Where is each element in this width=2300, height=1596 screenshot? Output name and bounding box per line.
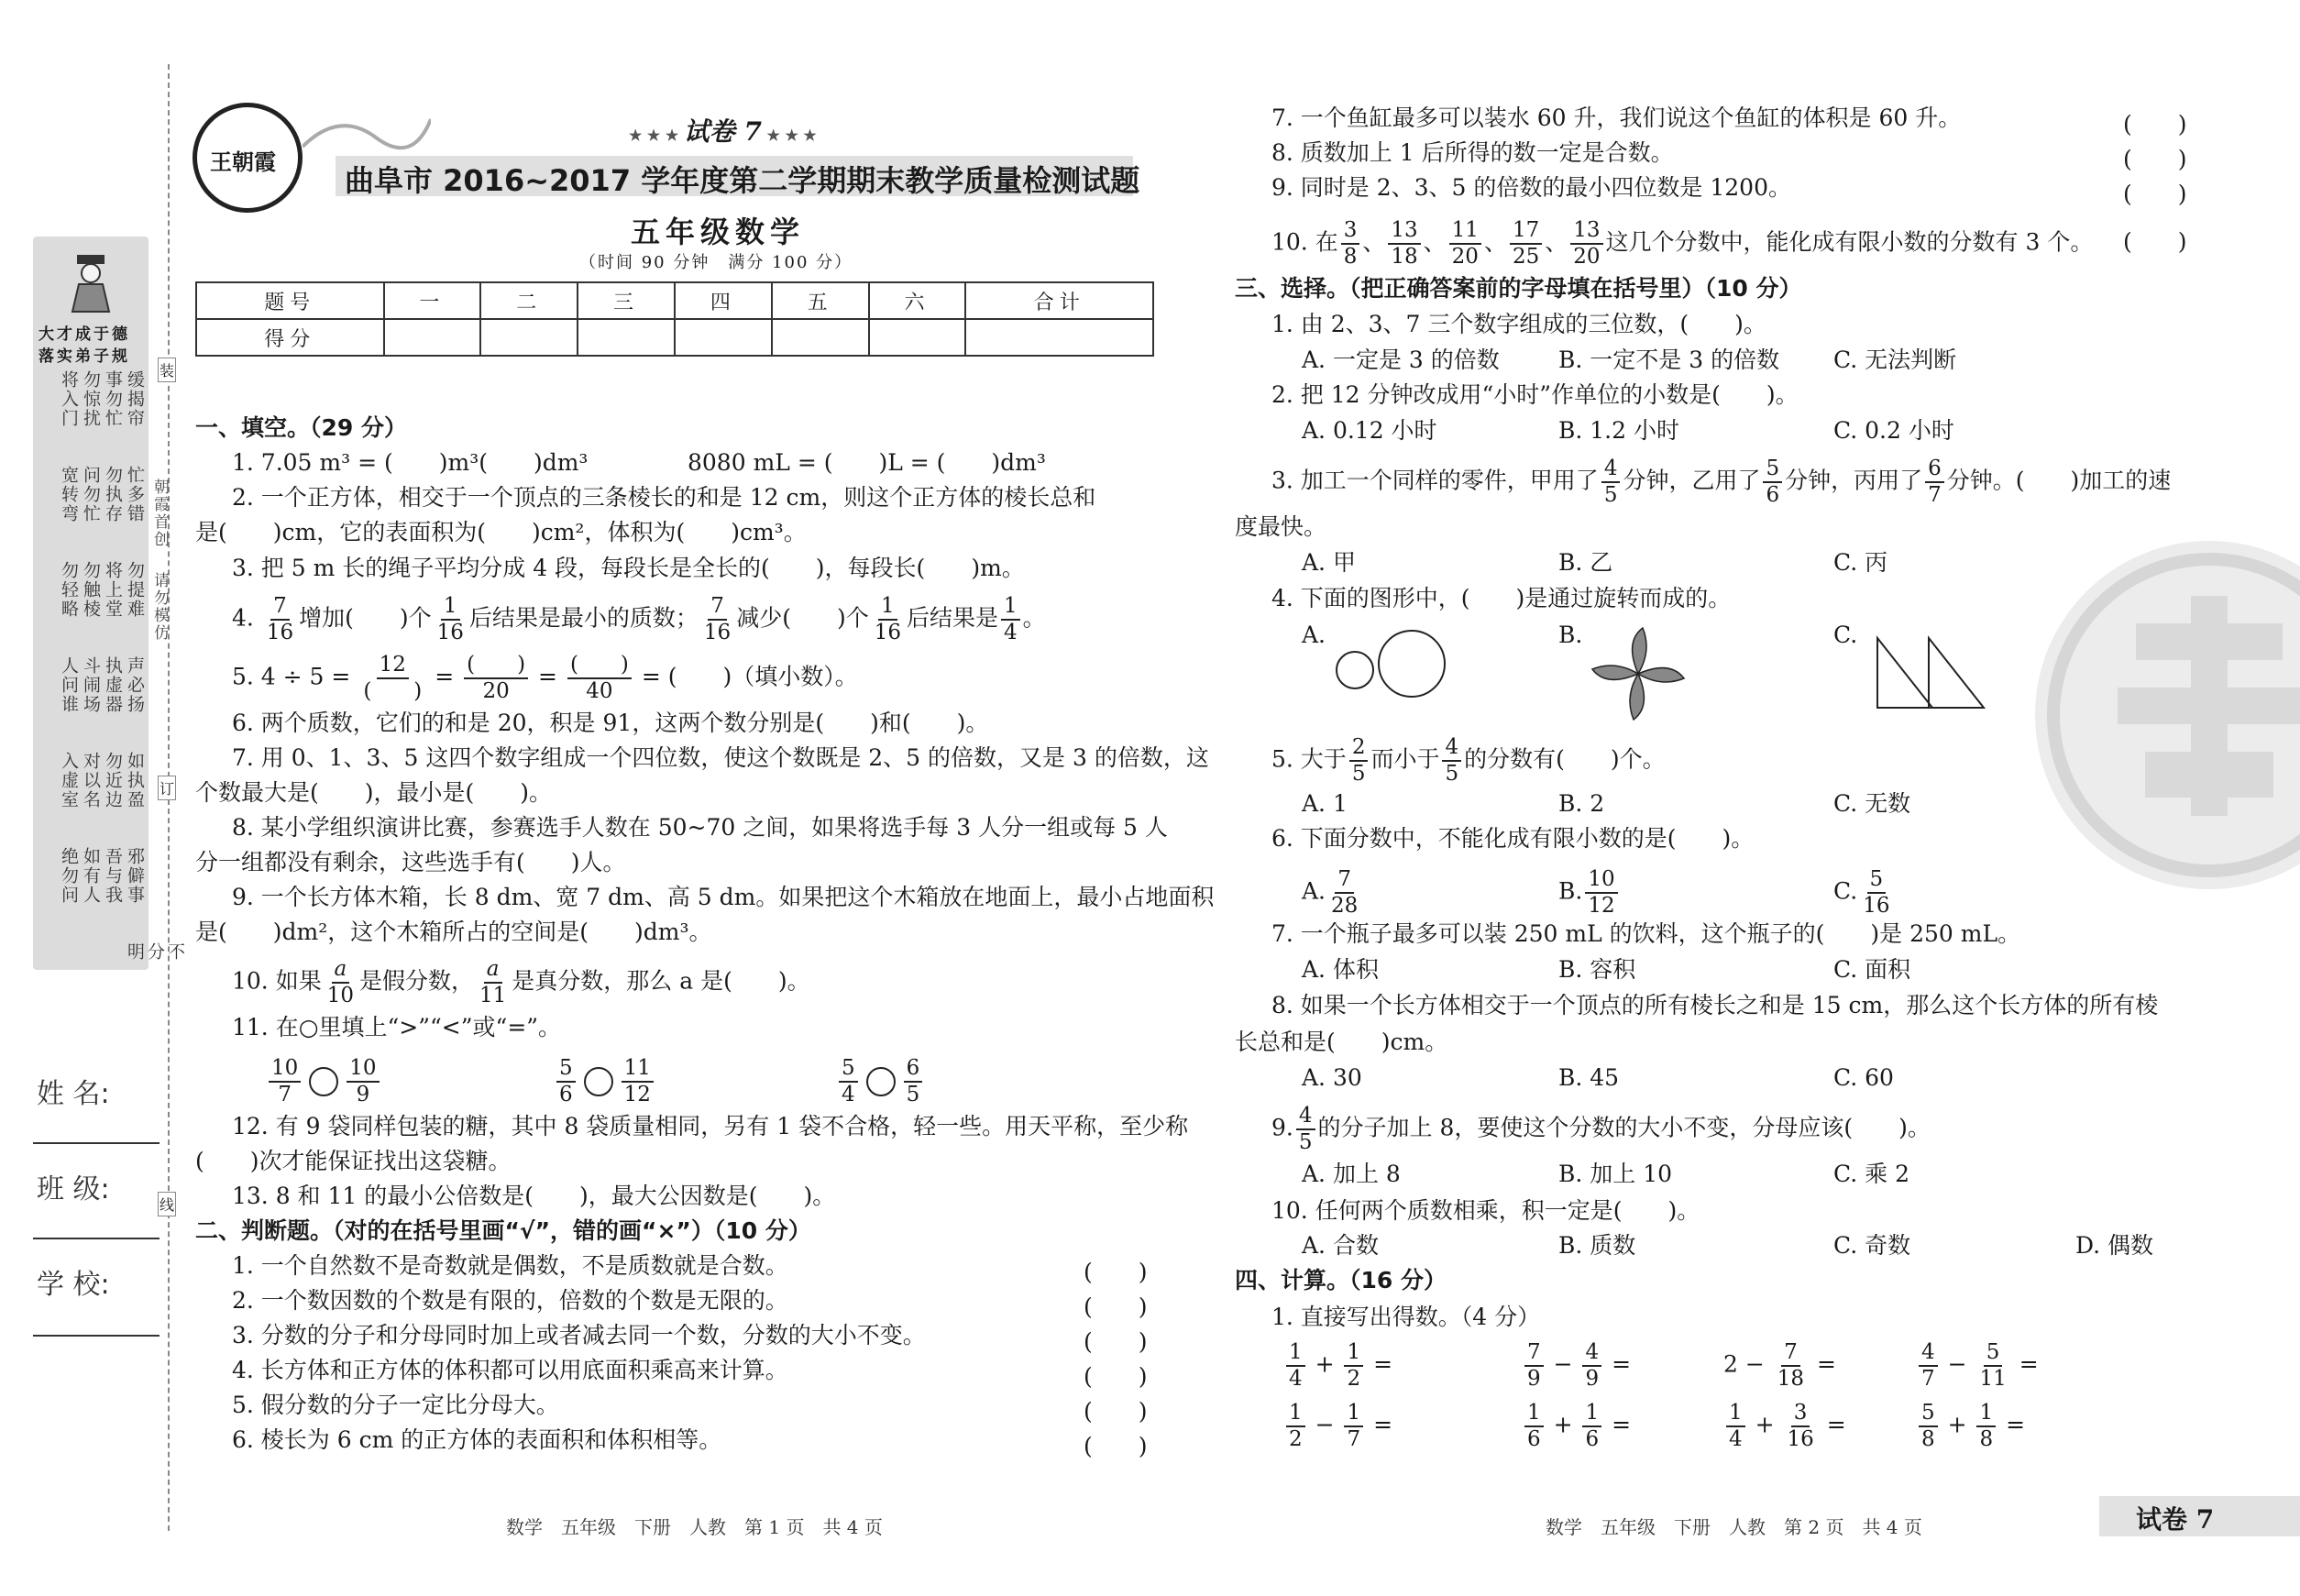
judgement-item: 9. 同时是 2、3、5 的倍数的最小四位数是 1200。 xyxy=(1271,174,1791,201)
q10-fraction-1: $\frac{a}{10}$ xyxy=(326,957,354,1007)
judgement-answer-paren[interactable]: ( ) xyxy=(1084,1328,1148,1355)
q11-compare-1 xyxy=(266,1056,382,1107)
motto-column: 事勿忙 xyxy=(103,370,123,428)
motto-column: 忙多错 xyxy=(125,466,145,523)
motto-column: 执虚器 xyxy=(103,656,123,714)
name-label: 姓 名: xyxy=(37,1078,110,1110)
q4-fraction-2: $\frac{1}{16}$ xyxy=(436,594,464,644)
choice-q3-c[interactable]: C. 丙 xyxy=(1833,549,1888,576)
q5-fraction-1: $\frac{12}{( )}$ xyxy=(363,653,423,703)
fraction-numerator: 1 xyxy=(1344,1401,1363,1427)
judgement-item: 6. 棱长为 6 cm 的正方体的表面积和体积相等。 xyxy=(232,1426,722,1453)
choice-q8-line-1: 8. 如果一个长方体相交于一个顶点的所有棱长之和是 15 cm，那么这个长方体的所有棱 xyxy=(1271,992,2159,1018)
exam-number xyxy=(629,112,817,149)
q7-line-2: 个数最大是( )，最小是( )。 xyxy=(195,779,553,806)
choice-q4-c[interactable]: C. xyxy=(1833,622,1858,648)
calc-fraction xyxy=(1286,1340,1305,1392)
choice-q5-fraction-2: $\frac{4}{5}$ xyxy=(1442,735,1461,787)
motto-column: 勿近边 xyxy=(103,752,123,809)
judge-fraction xyxy=(1570,218,1602,270)
triangles-figure-icon xyxy=(1874,629,1993,717)
q11-fraction: $\frac{6}{5}$ xyxy=(904,1056,923,1107)
exam-title: 曲阜市 2016~2017 学年度第二学期期末教学质量检测试题 xyxy=(345,163,1140,198)
calc-expression xyxy=(1723,1340,1836,1392)
choice-q3-line-2: 度最快。 xyxy=(1235,513,1327,540)
name-field[interactable] xyxy=(33,1142,160,1144)
motto-column: 绝勿问 xyxy=(59,847,79,905)
calc-operator: − xyxy=(1546,1350,1580,1378)
choice-q1: 1. 由 2、3、7 三个数字组成的三位数，( )。 xyxy=(1271,311,1766,337)
time-note: （时间 90 分钟 满分 100 分） xyxy=(579,253,853,272)
cut-mark-2: 订 xyxy=(158,776,176,800)
judge-answer-paren[interactable]: ( ) xyxy=(2123,228,2187,255)
motto-column: 吾与我 xyxy=(103,847,123,905)
calc-expression xyxy=(1723,1401,1846,1452)
fraction-numerator: 1 xyxy=(1726,1401,1745,1427)
score-input-cell[interactable] xyxy=(772,319,869,356)
choice-q10-a[interactable]: A. 合数 xyxy=(1302,1232,1379,1259)
q11-fraction: $\frac{10}{7}$ xyxy=(269,1056,301,1107)
choice-q4-a[interactable]: A. xyxy=(1302,622,1326,648)
q4-fraction-4: $\frac{1}{16}$ xyxy=(874,594,901,644)
calc-fraction xyxy=(1784,1401,1816,1452)
motto-column: 问勿忙 xyxy=(81,466,101,523)
q5: 5. 4 ÷ 5 = $\frac{12}{( )}$ = $\frac{( )}{20}$ = $\frac{( )}{40}$ = ( )（填小数）。 xyxy=(232,653,858,703)
logo-text: 王朝霞 xyxy=(210,149,276,175)
side-note-1: 朝霞首创 xyxy=(150,479,169,548)
judgement-item: 7. 一个鱼缸最多可以装水 60 升，我们说这个鱼缸的体积是 60 升。 xyxy=(1271,105,1962,131)
fraction-numerator: 13 xyxy=(1388,218,1420,245)
choice-q7-c[interactable]: C. 面积 xyxy=(1833,956,1911,983)
footer-right: 数学 五年级 下册 人教 第 2 页 共 4 页 xyxy=(1546,1516,1922,1538)
calc-expression xyxy=(1522,1401,1631,1452)
compare-circle[interactable] xyxy=(584,1067,613,1096)
calc-equals: = xyxy=(1366,1411,1393,1438)
fraction-denominator: 8 xyxy=(1979,1427,1994,1451)
motto-column: 勿惊扰 xyxy=(81,370,101,428)
section-3-heading: 三、选择。（把正确答案前的字母填在括号里）（10 分） xyxy=(1235,275,1802,302)
calc-fraction xyxy=(1976,1401,1996,1452)
calc-operator: − xyxy=(1307,1411,1342,1438)
q10-fraction-2: $\frac{a}{11}$ xyxy=(479,957,507,1007)
fraction-denominator: 7 xyxy=(1921,1367,1935,1391)
score-input-cell[interactable] xyxy=(578,319,675,356)
score-input-cell[interactable] xyxy=(384,319,481,356)
judgement-answer-paren[interactable]: ( ) xyxy=(1084,1433,1148,1459)
school-label: 学 校: xyxy=(37,1269,110,1301)
calc-lead: 2 − xyxy=(1723,1350,1772,1378)
fraction-denominator: 6 xyxy=(1527,1427,1541,1451)
motto-column: 人问谁 xyxy=(59,656,79,714)
choice-q8-c[interactable]: C. 60 xyxy=(1833,1064,1894,1091)
fraction-denominator: 20 xyxy=(1451,245,1479,269)
exam-number-text: 试卷 7 xyxy=(683,116,762,147)
judge-q10: 10. 在 $\frac{3}{8}$ 、 $\frac{13}{18}$ 、 $\frac{11}{20}$ 、 $\frac{17}{25}$ 、 $\frac{13}{20}$ 这几个分数中，能化成有限小数的分数有 3 个。 xyxy=(1271,218,2094,269)
choice-q2-a[interactable]: A. 0.12 小时 xyxy=(1302,417,1437,444)
calc-fraction xyxy=(1524,1401,1544,1452)
compare-circle[interactable] xyxy=(866,1067,896,1096)
judge-fraction xyxy=(1449,218,1481,270)
choice-q3-b[interactable]: B. 乙 xyxy=(1558,549,1613,576)
calc-equals: = xyxy=(1604,1411,1632,1438)
calc-operator: + xyxy=(1546,1411,1580,1438)
judgement-item: 8. 质数加上 1 后所得的数一定是合数。 xyxy=(1271,139,1674,166)
calc-expression xyxy=(1522,1340,1631,1392)
pinwheel-figure-icon xyxy=(1588,623,1689,730)
fraction-denominator: 4 xyxy=(1729,1427,1743,1451)
q2-line-1: 2. 一个正方体，相交于一个顶点的三条棱长的和是 12 cm，则这个正方体的棱长总和 xyxy=(232,484,1096,511)
choice-q9-c[interactable]: C. 乘 2 xyxy=(1833,1161,1909,1187)
calc-fraction xyxy=(1726,1401,1745,1452)
calc-fraction xyxy=(1344,1340,1363,1392)
choice-q1-c[interactable]: C. 无法判断 xyxy=(1833,347,1957,373)
choice-q9-fraction: $\frac{4}{5}$ xyxy=(1296,1104,1315,1155)
q13: 13. 8 和 11 的最小公倍数是( )，最大公因数是( )。 xyxy=(232,1183,836,1209)
judgement-item: 2. 一个数因数的个数是有限的，倍数的个数是无限的。 xyxy=(232,1287,788,1314)
footer-left: 数学 五年级 下册 人教 第 1 页 共 4 页 xyxy=(506,1516,883,1538)
section-4-heading: 四、计算。（16 分） xyxy=(1235,1267,1447,1293)
secret-stamp-watermark xyxy=(2035,541,2300,889)
motto-column: 声必扬 xyxy=(125,656,145,714)
judgement-answer-paren[interactable]: ( ) xyxy=(2123,146,2187,172)
motto-column: 入虚室 xyxy=(59,752,79,809)
choice-q10: 10. 任何两个质数相乘，积一定是( )。 xyxy=(1271,1197,1700,1224)
score-header-cell: 三 xyxy=(578,282,675,319)
q3: 3. 把 5 m 长的绳子平均分成 4 段，每段长是全长的( )，每段长( )m。 xyxy=(232,555,1025,581)
fraction-numerator: 7 xyxy=(1781,1340,1800,1367)
separator: 、 xyxy=(1423,228,1447,256)
q6: 6. 两个质数，它们的和是 20，积是 91，这两个数分别是( )和( )。 xyxy=(232,710,989,736)
fraction-denominator: 18 xyxy=(1777,1367,1805,1391)
q4-fraction-1: $\frac{7}{16}$ xyxy=(266,594,294,644)
choice-q10-c[interactable]: C. 奇数 xyxy=(1833,1232,1911,1259)
calc-expression xyxy=(1283,1401,1392,1452)
calc-operator: + xyxy=(1307,1350,1342,1378)
q11-fraction: $\frac{10}{9}$ xyxy=(347,1056,379,1107)
q8-line-2: 分一组都没有剩余，这些选手有( )人。 xyxy=(195,849,626,875)
choice-q8-line-2: 长总和是( )cm。 xyxy=(1235,1029,1448,1055)
choice-q5-fraction-1: $\frac{2}{5}$ xyxy=(1349,735,1369,787)
fraction-numerator: 3 xyxy=(1341,218,1360,245)
q11-compare-2 xyxy=(554,1056,656,1107)
calc-equals: = xyxy=(1819,1411,1846,1438)
motto-column: 不分明 xyxy=(125,942,185,962)
calc-fraction xyxy=(1582,1401,1601,1452)
choice-q1-b[interactable]: B. 一定不是 3 的倍数 xyxy=(1558,347,1780,373)
motto-line-1: 大才成于德 xyxy=(39,325,130,344)
choice-q8-a[interactable]: A. 30 xyxy=(1302,1064,1362,1091)
score-header-cell: 六 xyxy=(869,282,966,319)
choice-q3-fraction-1: $\frac{4}{5}$ xyxy=(1601,457,1621,508)
fraction-denominator: 4 xyxy=(1289,1367,1303,1391)
fraction-denominator: 9 xyxy=(1527,1367,1541,1391)
score-header-cell: 二 xyxy=(480,282,578,319)
choice-q6-b[interactable]: B. $\frac{10}{12}$ xyxy=(1558,867,1621,919)
q11-fraction: $\frac{11}{12}$ xyxy=(622,1056,654,1107)
star-decoration-right: ★ ★ ★ xyxy=(761,127,817,144)
fraction-denominator: 8 xyxy=(1921,1427,1935,1451)
choice-q3-fraction-3: $\frac{6}{7}$ xyxy=(1925,457,1944,508)
choice-q4-b[interactable]: B. xyxy=(1558,622,1583,648)
calc-operator: − xyxy=(1940,1350,1975,1378)
score-header-cell: 四 xyxy=(675,282,772,319)
fraction-numerator: 1 xyxy=(1286,1340,1305,1367)
school-field[interactable] xyxy=(33,1335,160,1337)
calc-operator: + xyxy=(1940,1411,1975,1438)
judge-fraction xyxy=(1341,218,1360,270)
q1-part-a: 1. 7.05 m³ = ( )m³( )dm³ xyxy=(232,449,589,476)
calc-operator: + xyxy=(1747,1411,1782,1438)
cut-mark-3: 线 xyxy=(158,1192,176,1216)
choice-q9: 9. $\frac{4}{5}$ 的分子加上 8，要使这个分数的大小不变，分母应该( )。 xyxy=(1271,1104,1931,1154)
judgement-answer-paren[interactable]: ( ) xyxy=(2123,111,2187,138)
calc-fraction xyxy=(1919,1340,1938,1392)
q11: 11. 在○里填上“>”“<”或“=”。 xyxy=(232,1014,562,1040)
q9-line-2: 是( )dm²，这个木箱所占的空间是( )dm³。 xyxy=(195,919,712,945)
choice-q4: 4. 下面的图形中，( )是通过旋转而成的。 xyxy=(1271,585,1732,611)
choice-q7: 7. 一个瓶子最多可以装 250 mL 的饮料，这个瓶子的( )是 250 mL。 xyxy=(1271,920,2021,947)
choice-q9-a[interactable]: A. 加上 8 xyxy=(1302,1161,1401,1187)
fraction-numerator: 7 xyxy=(1524,1340,1544,1367)
side-note-2: 请勿模仿 xyxy=(150,572,169,642)
separator: 、 xyxy=(1545,228,1568,256)
q11-fraction: $\frac{5}{4}$ xyxy=(839,1056,858,1107)
fraction-denominator: 8 xyxy=(1343,245,1358,269)
judgement-answer-paren[interactable]: ( ) xyxy=(2123,181,2187,207)
judgement-item: 5. 假分数的分子一定比分母大。 xyxy=(232,1392,559,1418)
choice-q3: 3. 加工一个同样的零件，甲用了 $\frac{4}{5}$ 分钟，乙用了 $\frac{5}{6}$ 分钟，丙用了 $\frac{6}{7}$ 分钟。( )加工的速 xyxy=(1271,457,2172,507)
choice-q6: 6. 下面分数中，不能化成有限小数的是( )。 xyxy=(1271,825,1755,852)
q5-fraction-3: $\frac{( )}{40}$ xyxy=(567,653,632,704)
calc-equals: = xyxy=(2011,1350,2039,1378)
motto-column: 将上堂 xyxy=(103,561,123,619)
score-table xyxy=(195,281,1154,357)
separator: 、 xyxy=(1483,228,1507,256)
fraction-numerator: 1 xyxy=(1344,1340,1363,1367)
score-header-cell: 一 xyxy=(384,282,481,319)
choice-q6-c[interactable]: C. $\frac{5}{16}$ xyxy=(1833,867,1895,919)
judgement-answer-paren[interactable]: ( ) xyxy=(1084,1259,1148,1285)
q10: 10. 如果 $\frac{a}{10}$ 是假分数， $\frac{a}{11}$ 是真分数，那么 a 是( )。 xyxy=(232,957,810,1007)
choice-q5-a[interactable]: A. 1 xyxy=(1302,790,1348,817)
score-input-cell[interactable] xyxy=(675,319,772,356)
fraction-numerator: 1 xyxy=(1286,1401,1305,1427)
score-header-cell: 合计 xyxy=(965,282,1153,319)
calc-expression xyxy=(1916,1401,2025,1452)
calc-fraction xyxy=(1582,1340,1601,1392)
motto-column: 如有人 xyxy=(81,847,101,905)
q4-fraction-3: $\frac{7}{16}$ xyxy=(703,594,732,644)
fraction-numerator: 4 xyxy=(1919,1340,1938,1367)
separator: 、 xyxy=(1362,228,1386,256)
q4: 4. $\frac{7}{16}$ 增加( )个 $\frac{1}{16}$ 后结果是最小的质数； $\frac{7}{16}$ 减少( )个 $\frac{1}{16}$ 后结果是 $\frac{1}{4}$ 。 xyxy=(232,594,1046,644)
choice-q5: 5. 大于 $\frac{2}{5}$ 而小于 $\frac{4}{5}$ 的分数有( )个。 xyxy=(1271,735,1666,786)
q5-fraction-2: $\frac{( )}{20}$ xyxy=(464,653,528,704)
choice-q5-c[interactable]: C. 无数 xyxy=(1833,790,1911,817)
motto-line-2: 落实弟子规 xyxy=(39,347,130,366)
subject-title: 五年级数学 xyxy=(631,215,806,249)
scholar-illustration xyxy=(59,249,123,314)
choice-q9-b[interactable]: B. 加上 10 xyxy=(1558,1161,1673,1187)
score-input-cell[interactable] xyxy=(965,319,1153,356)
score-header-cell: 五 xyxy=(772,282,869,319)
judgement-item: 4. 长方体和正方体的体积都可以用底面积乘高来计算。 xyxy=(232,1357,788,1383)
fraction-numerator: 11 xyxy=(1449,218,1481,245)
q11-compare-3 xyxy=(836,1056,925,1107)
q11-fraction: $\frac{5}{6}$ xyxy=(556,1056,576,1107)
calc-subheading: 1. 直接写出得数。（4 分） xyxy=(1271,1304,1541,1330)
fraction-denominator: 18 xyxy=(1391,245,1418,269)
choice-q6-c-fraction: $\frac{5}{16}$ xyxy=(1863,867,1890,918)
motto-column: 如执盈 xyxy=(125,752,145,809)
calc-fraction xyxy=(1344,1401,1363,1452)
motto-column: 将入门 xyxy=(59,370,79,428)
brand-logo xyxy=(193,103,303,213)
choice-q8-b[interactable]: B. 45 xyxy=(1558,1064,1620,1091)
calc-fraction xyxy=(1976,1340,2008,1392)
fraction-denominator: 7 xyxy=(1347,1427,1361,1451)
cut-mark-1: 装 xyxy=(158,358,176,382)
judge-fraction xyxy=(1510,218,1542,270)
judge-fraction xyxy=(1388,218,1420,270)
score-label-cell: 得分 xyxy=(196,319,384,356)
calc-fraction xyxy=(1919,1401,1938,1452)
calc-expression xyxy=(1916,1340,2039,1392)
fraction-numerator: 5 xyxy=(1919,1401,1938,1427)
choice-q6-a[interactable]: A. $\frac{7}{28}$ xyxy=(1302,867,1363,919)
compare-circle[interactable] xyxy=(309,1067,338,1096)
score-input-cell[interactable] xyxy=(480,319,578,356)
motto-column: 勿触棱 xyxy=(81,561,101,619)
fraction-numerator: 5 xyxy=(1984,1340,2003,1367)
calc-equals: = xyxy=(1998,1411,2026,1438)
fraction-denominator: 25 xyxy=(1512,245,1540,269)
choice-q2: 2. 把 12 分钟改成用“小时”作单位的小数是( )。 xyxy=(1271,381,1799,408)
judgement-answer-paren[interactable]: ( ) xyxy=(1084,1293,1148,1320)
q1-part-b: 8080 mL = ( )L = ( )dm³ xyxy=(688,449,1046,476)
choice-q1-a[interactable]: A. 一定是 3 的倍数 xyxy=(1302,347,1500,373)
calc-fraction xyxy=(1524,1340,1544,1392)
choice-q5-b[interactable]: B. 2 xyxy=(1558,790,1605,817)
choice-q6-b-fraction: $\frac{10}{12}$ xyxy=(1585,867,1617,919)
fraction-denominator: 16 xyxy=(1787,1427,1814,1451)
class-field[interactable] xyxy=(33,1238,160,1239)
calc-fraction xyxy=(1775,1340,1807,1392)
choice-q2-b[interactable]: B. 1.2 小时 xyxy=(1558,417,1679,444)
calc-equals: = xyxy=(1810,1350,1836,1378)
motto-column: 宽转弯 xyxy=(59,466,79,523)
choice-q10-d[interactable]: D. 偶数 xyxy=(2075,1232,2154,1259)
choice-q3-fraction-2: $\frac{5}{6}$ xyxy=(1763,457,1782,508)
motto-column: 勿执存 xyxy=(103,466,123,523)
star-decoration-left: ★ ★ ★ xyxy=(629,127,684,144)
q9-line-1: 9. 一个长方体木箱，长 8 dm、宽 7 dm、高 5 dm。如果把这个木箱放在地面上，最小占地面积 xyxy=(232,884,1215,910)
calc-equals: = xyxy=(1366,1350,1393,1378)
fraction-numerator: 1 xyxy=(1582,1401,1601,1427)
choice-q6-a-fraction: $\frac{7}{28}$ xyxy=(1331,867,1359,918)
fraction-denominator: 2 xyxy=(1289,1427,1303,1451)
fraction-denominator: 20 xyxy=(1573,245,1601,269)
q7-line-1: 7. 用 0、1、3、5 这四个数字组成一个四位数，使这个数既是 2、5 的倍数，又是 3 的倍数，这 xyxy=(232,744,1209,771)
calc-fraction xyxy=(1286,1401,1305,1452)
class-label: 班 级: xyxy=(37,1173,110,1205)
motto-column: 勿轻略 xyxy=(59,561,79,619)
motto-column: 邪僻事 xyxy=(125,847,145,905)
fraction-numerator: 1 xyxy=(1524,1401,1544,1427)
q2-line-2: 是( )cm，它的表面积为( )cm²，体积为( )cm³。 xyxy=(195,519,807,545)
score-header-cell: 题号 xyxy=(196,282,384,319)
fraction-numerator: 13 xyxy=(1570,218,1602,245)
fraction-numerator: 3 xyxy=(1791,1401,1810,1427)
section-2-heading: 二、判断题。（对的在括号里画“√”，错的画“×”）（10 分） xyxy=(195,1217,811,1244)
fraction-denominator: 9 xyxy=(1585,1367,1600,1391)
section-1-heading: 一、填空。（29 分） xyxy=(195,414,407,441)
footer-tag-text: 试卷 7 xyxy=(2136,1504,2215,1535)
fraction-numerator: 4 xyxy=(1582,1340,1601,1367)
score-input-cell[interactable] xyxy=(869,319,966,356)
choice-q3-a[interactable]: A. 甲 xyxy=(1302,549,1356,576)
q4-fraction-5: $\frac{1}{4}$ xyxy=(1001,594,1020,645)
calc-equals: = xyxy=(1604,1350,1632,1378)
judgement-answer-paren[interactable]: ( ) xyxy=(1084,1363,1148,1390)
fraction-numerator: 1 xyxy=(1976,1401,1996,1427)
fraction-denominator: 6 xyxy=(1585,1427,1600,1451)
judgement-item: 3. 分数的分子和分母同时加上或者减去同一个数，分数的大小不变。 xyxy=(232,1322,926,1348)
q8-line-1: 8. 某小学组织演讲比赛，参赛选手人数在 50~70 之间，如果将选手每 3 人分一组或每 5 人 xyxy=(232,814,1168,841)
fraction-denominator: 2 xyxy=(1347,1367,1361,1391)
choice-q7-a[interactable]: A. 体积 xyxy=(1302,956,1379,983)
choice-q2-c[interactable]: C. 0.2 小时 xyxy=(1833,417,1954,444)
judgement-answer-paren[interactable]: ( ) xyxy=(1084,1398,1148,1425)
fraction-denominator: 11 xyxy=(1979,1367,2007,1391)
judgement-item: 1. 一个自然数不是奇数就是偶数，不是质数就是合数。 xyxy=(232,1252,788,1279)
calc-expression xyxy=(1283,1340,1392,1392)
motto-column: 缓揭帘 xyxy=(125,370,145,428)
q12-line-1: 12. 有 9 袋同样包装的糖，其中 8 袋质量相同，另有 1 袋不合格，轻一些。用天平称，至少称 xyxy=(232,1113,1189,1139)
motto-column: 勿提难 xyxy=(125,561,145,619)
q12-line-2: ( )次才能保证找出这袋糖。 xyxy=(195,1148,512,1174)
choice-q10-b[interactable]: B. 质数 xyxy=(1558,1232,1636,1259)
fraction-numerator: 17 xyxy=(1510,218,1542,245)
choice-q7-b[interactable]: B. 容积 xyxy=(1558,956,1636,983)
circles-figure-icon xyxy=(1327,629,1456,717)
motto-column: 对以名 xyxy=(81,752,101,809)
motto-column: 斗闹场 xyxy=(81,656,101,714)
footer-tag xyxy=(2099,1496,2300,1536)
